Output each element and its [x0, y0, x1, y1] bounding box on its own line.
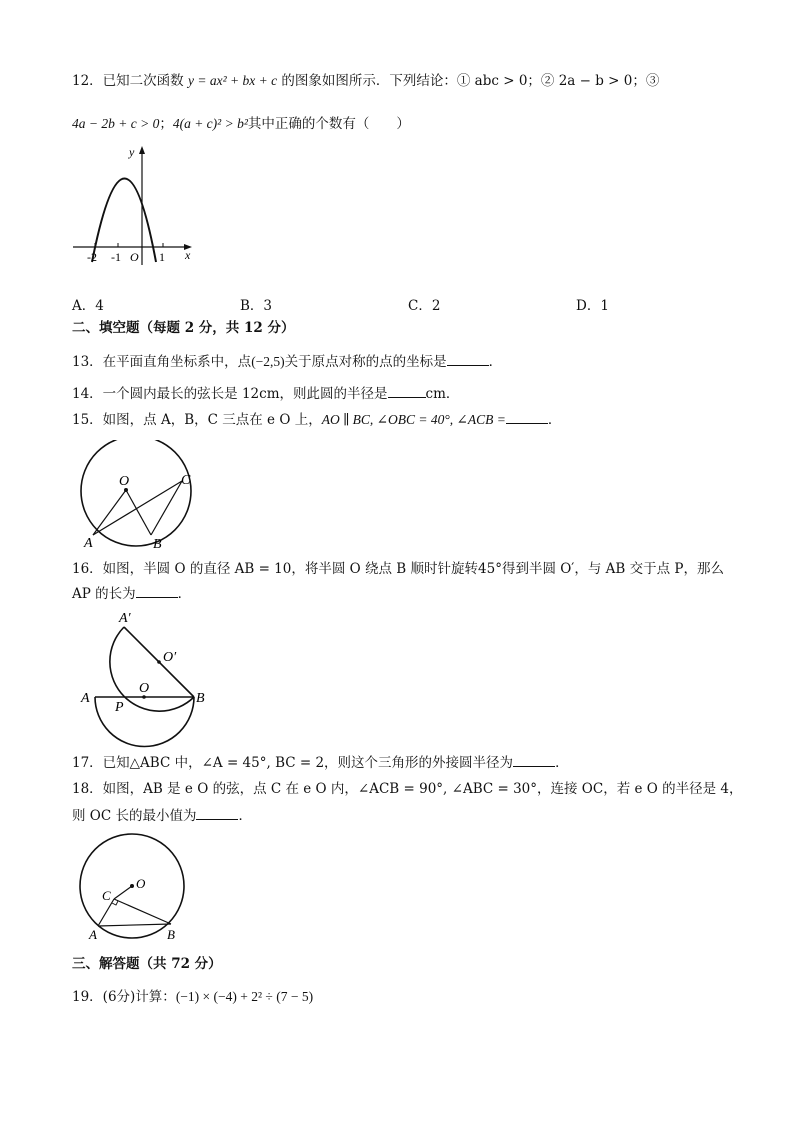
q19-line — [72, 988, 313, 1006]
q12-axis-y-label: y — [129, 145, 135, 159]
q18-label-o: O — [136, 876, 146, 891]
q16-semicircle-figure — [78, 605, 213, 755]
q12-tick-p1: 1 — [159, 250, 165, 264]
q13-rest: 关于原点对称的点的坐标是 — [284, 354, 447, 370]
q18-answer-blank[interactable] — [196, 806, 238, 820]
q18-label-b: B — [167, 927, 175, 942]
q13-point: (−2,5) — [251, 354, 285, 369]
q12-sep1: ； — [527, 73, 541, 89]
q16-label-o-prime: O′ — [163, 650, 177, 665]
q16-label-a: A — [81, 691, 90, 706]
q15-circle-figure — [70, 440, 200, 552]
q18-end: ． — [238, 808, 252, 824]
q14-end: cm． — [425, 386, 460, 402]
q17-line — [72, 753, 569, 772]
q16-line2-text: AP 的长为 — [72, 586, 136, 602]
q12-mid: 的图象如图所示．下列结论： — [277, 73, 457, 89]
section2-heading: 二、填空题（每题 2 分，共 12 分） — [72, 320, 295, 336]
q18-line2-text: 则 OC 长的最小值为 — [72, 808, 197, 824]
q18-line2 — [72, 806, 252, 825]
q12-option-d[interactable]: D．1 — [576, 298, 609, 314]
q12-c3-mark: ③ — [645, 73, 660, 89]
q16-label-a-prime: A′ — [119, 611, 131, 626]
q12-sep2: ； — [632, 73, 646, 89]
q15-condition: AO ∥ BC, ∠OBC = 40°, ∠ACB = — [321, 412, 506, 427]
q15-answer-blank[interactable] — [506, 410, 548, 424]
q12-prefix: 12．已知二次函数 — [72, 73, 188, 89]
q15-label-a: A — [84, 536, 93, 551]
q15-line — [72, 410, 561, 429]
q16-end: ． — [177, 586, 192, 602]
q17-end: ． — [555, 755, 569, 771]
q19-text: 19．(6分)计算： — [72, 989, 176, 1005]
q16-answer-blank[interactable] — [136, 584, 178, 598]
q13-line — [72, 352, 502, 371]
q15-end: ． — [547, 412, 562, 428]
q12-option-c[interactable]: C．2 — [408, 298, 441, 314]
q15-label-o: O — [119, 474, 130, 489]
q18-label-c: C — [102, 888, 111, 903]
q17-answer-blank[interactable] — [513, 753, 555, 767]
q12-sep3: ； — [159, 116, 173, 132]
q16-line1: 16．如图，半圆 O 的直径 AB = 10，将半圆 O 绕点 B 顺时针旋转45°得到半圆 O′，与 AB 交于点 P，那么 — [72, 561, 724, 577]
q12-origin: O — [130, 250, 139, 264]
q12-parabola-graph — [68, 140, 203, 270]
q18-line1: 18．如图，AB 是 e O 的弦，点 C 在 e O 内，∠ACB = 90°, ∠ABC = 30°，连接 OC，若 e O 的半径是 4， — [72, 781, 743, 797]
q12-c4: 4(a + c)² > b² — [172, 116, 248, 131]
q12-c3: 4a − 2b + c > 0 — [72, 116, 160, 131]
q18-label-a: A — [89, 927, 97, 942]
q12-tick-m1: -1 — [111, 250, 121, 264]
q12-func: y = ax² + bx + c — [187, 73, 278, 88]
q12-option-b[interactable]: B．3 — [240, 298, 273, 314]
q13-answer-blank[interactable] — [447, 352, 489, 366]
q12-tick-m2: -2 — [87, 250, 97, 264]
q12-axis-x-label: x — [185, 248, 191, 262]
q19-expression: (−1) × (−4) + 2² ÷ (7 − 5) — [175, 989, 314, 1004]
q16-label-p: P — [115, 700, 124, 715]
q16-label-b: B — [196, 691, 205, 706]
q15-label-c: C — [181, 473, 191, 488]
q12-line2 — [72, 115, 410, 133]
q15-text: 15．如图，点 A，B，C 三点在 e O 上， — [72, 412, 322, 428]
section3-heading: 三、解答题（共 72 分） — [72, 956, 222, 972]
q13-text: 13．在平面直角坐标系中，点 — [72, 354, 252, 370]
q14-line — [72, 384, 459, 403]
q18-circle-figure — [74, 830, 194, 945]
q12-c1: ① abc > 0 — [456, 73, 528, 89]
q15-label-b: B — [153, 537, 162, 552]
q12-c2: ② 2a − b > 0 — [540, 73, 633, 89]
q12-line1 — [72, 72, 659, 90]
q12-suffix: 其中正确的个数有（ ） — [247, 116, 410, 132]
q16-label-o: O — [139, 681, 150, 696]
q14-text: 14．一个圆内最长的弦长是 12cm，则此圆的半径是 — [72, 386, 388, 402]
q16-line2 — [72, 584, 191, 603]
q13-end: ． — [488, 354, 503, 370]
q17-text: 17．已知△ABC 中，∠A = 45°, BC = 2，则这个三角形的外接圆半径为 — [72, 755, 514, 771]
q12-option-a[interactable]: A．4 — [72, 298, 104, 314]
q14-answer-blank[interactable] — [388, 384, 426, 398]
